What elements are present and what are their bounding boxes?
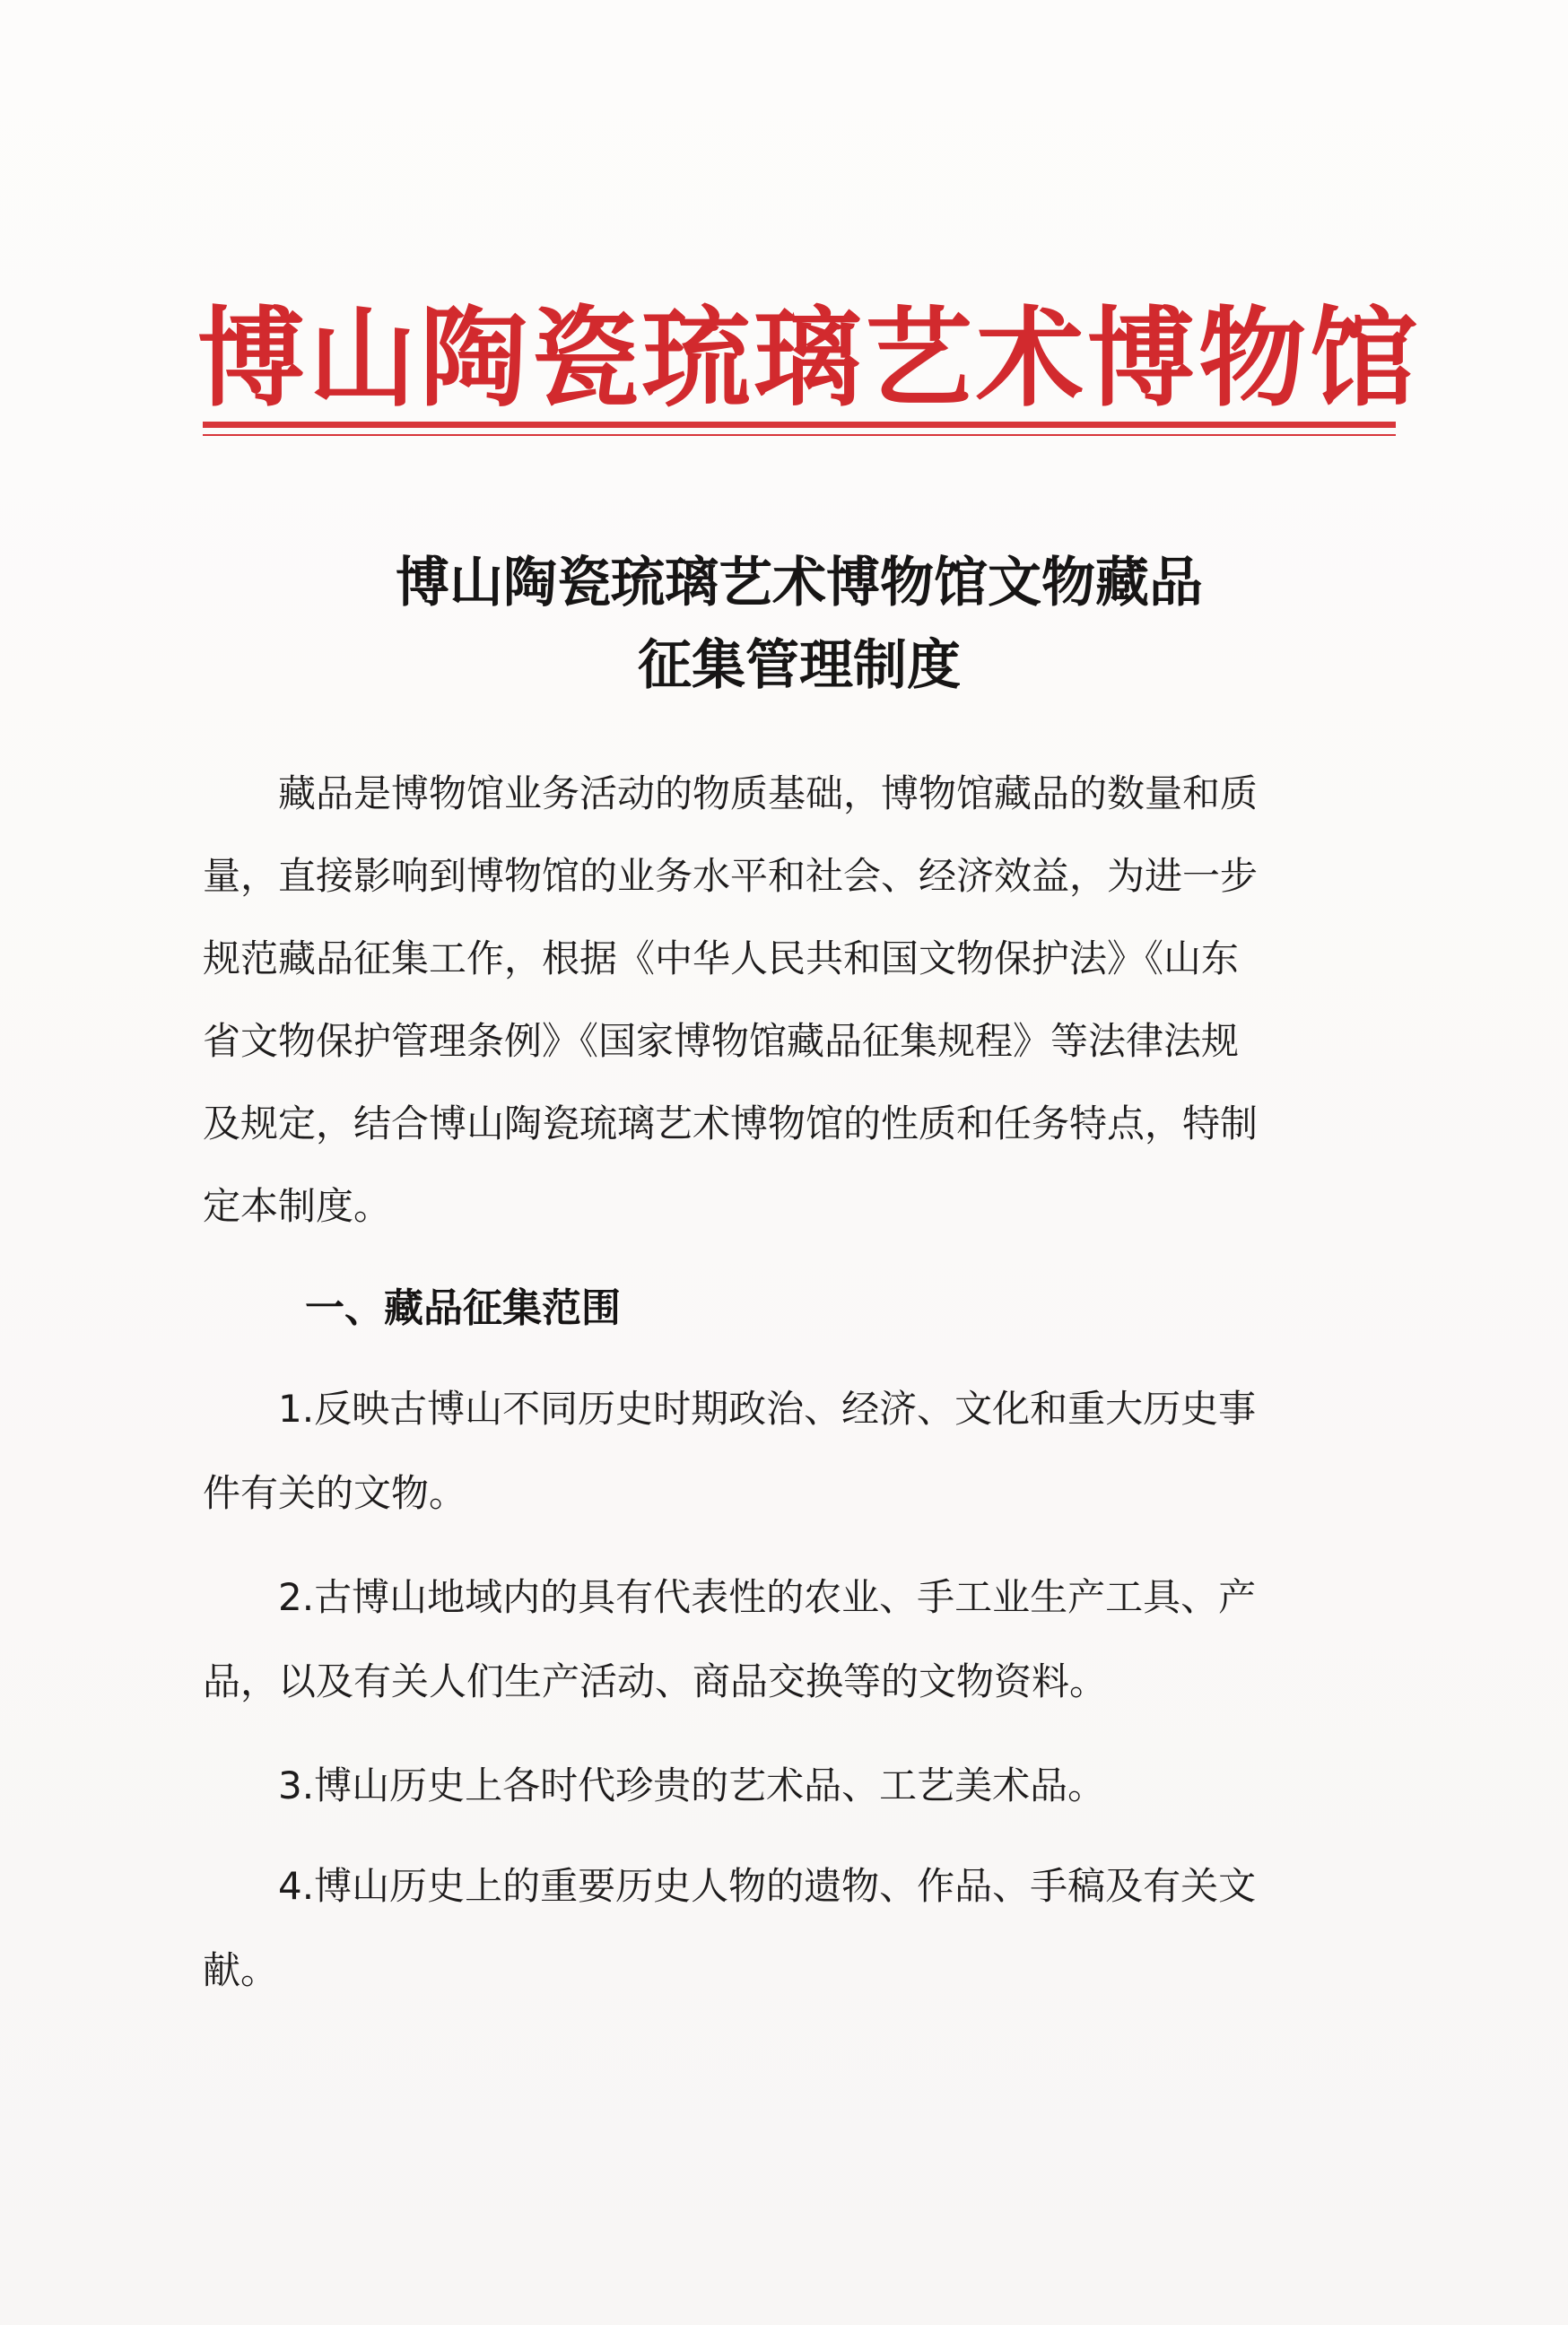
item-4-line: 4.博山历史上的重要历史人物的遗物、作品、手稿及有关文 [203,1864,1257,1908]
letterhead-red-rule-thin [203,434,1396,436]
document-title-line-1: 博山陶瓷琉璃艺术博物馆文物藏品 [396,552,1203,614]
intro-line: 规范藏品征集工作，根据《中华人民共和国文物保护法》《山东 [203,936,1240,980]
item-2-line: 2.古博山地域内的具有代表性的农业、手工业生产工具、产 [203,1575,1257,1619]
intro-line: 藏品是博物馆业务活动的物质基础，博物馆藏品的数量和质 [203,771,1259,815]
intro-line: 定本制度。 [203,1184,392,1228]
item-1-line: 件有关的文物。 [203,1471,467,1515]
document-title-line-2: 征集管理制度 [638,634,961,697]
item-4-line: 献。 [203,1948,279,1992]
section-1-heading: 一、藏品征集范围 [305,1285,621,1331]
letterhead-red-rule-thick [203,422,1396,428]
intro-line: 及规定，结合博山陶瓷琉璃艺术博物馆的性质和任务特点，特制 [203,1102,1259,1145]
letterhead-organization-name: 博山陶瓷琉璃艺术博物馆 [197,295,1421,422]
item-2-line: 品，以及有关人们生产活动、商品交换等的文物资料。 [203,1659,1108,1703]
item-1-line: 1.反映古博山不同历史时期政治、经济、文化和重大历史事 [203,1387,1257,1431]
item-3-line: 3.博山历史上各时代珍贵的艺术品、工艺美术品。 [203,1763,1106,1807]
intro-line: 省文物保护管理条例》《国家博物馆藏品征集规程》等法律法规 [203,1019,1240,1063]
intro-line: 量，直接影响到博物馆的业务水平和社会、经济效益，为进一步 [203,854,1259,898]
